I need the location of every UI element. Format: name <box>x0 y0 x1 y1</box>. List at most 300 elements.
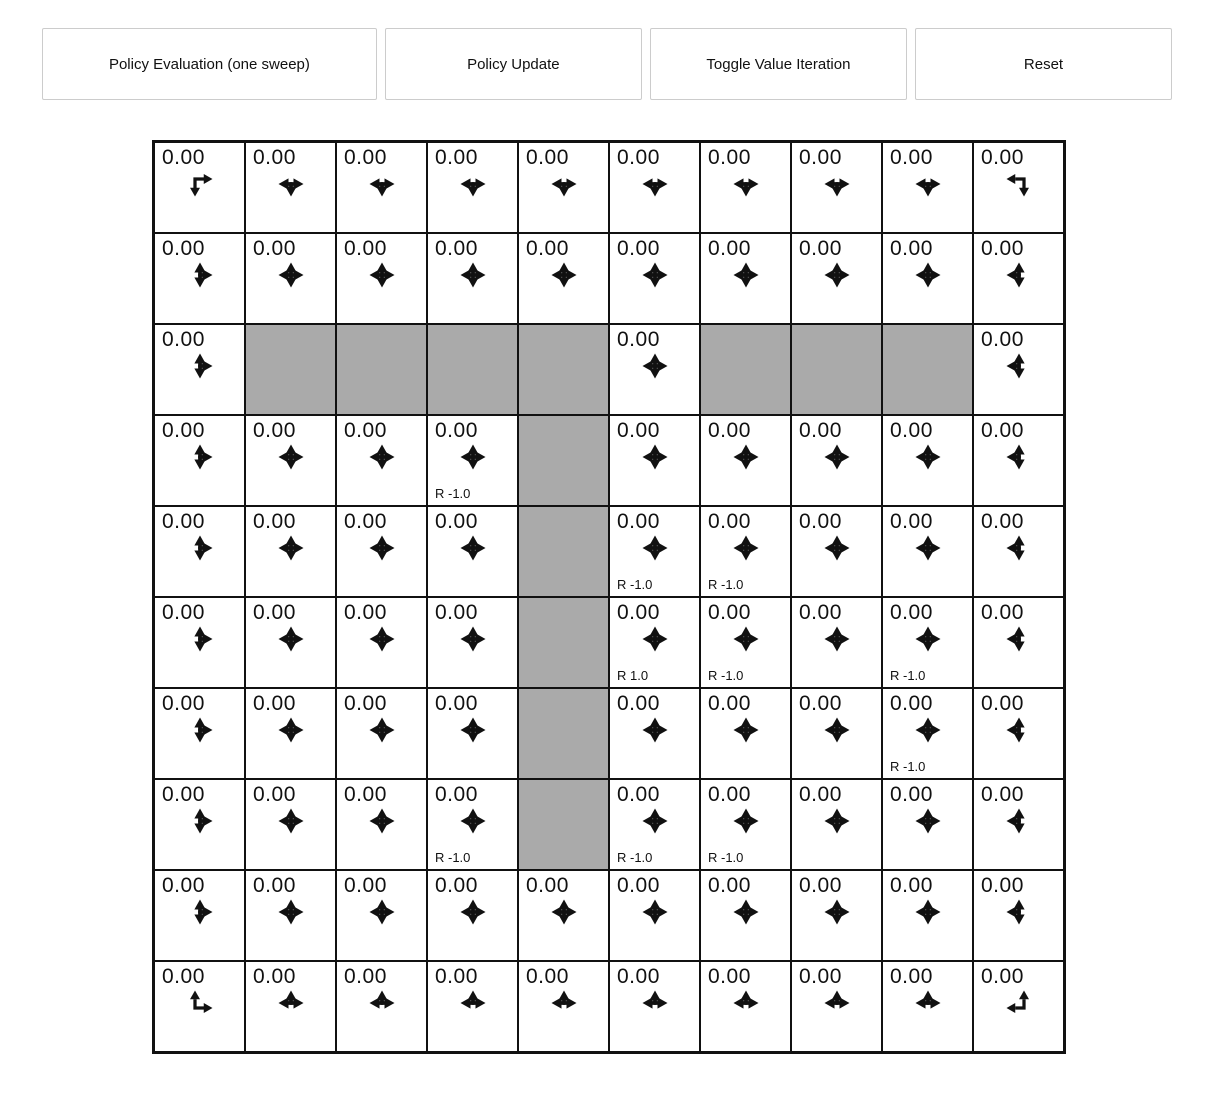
grid-cell <box>882 961 973 1052</box>
state-value: 0.00 <box>435 510 478 533</box>
state-value: 0.00 <box>981 146 1024 169</box>
policy-up-down-right-icon <box>185 715 215 745</box>
state-value: 0.00 <box>617 237 660 260</box>
state-value: 0.00 <box>435 965 478 988</box>
policy-glyph <box>701 533 790 563</box>
policy-glyph <box>792 806 881 836</box>
policy-glyph <box>792 169 881 199</box>
state-value: 0.00 <box>344 692 387 715</box>
grid-cell <box>427 415 518 506</box>
state-value: 0.00 <box>617 965 660 988</box>
state-value: 0.00 <box>435 874 478 897</box>
state-value: 0.00 <box>253 783 296 806</box>
grid-cell <box>609 142 700 233</box>
policy-glyph <box>428 715 517 745</box>
policy-glyph <box>246 715 335 745</box>
state-value: 0.00 <box>162 146 205 169</box>
grid-cell <box>700 688 791 779</box>
policy-all-directions-icon <box>367 260 397 290</box>
grid-cell <box>882 870 973 961</box>
wall-cell <box>427 324 518 415</box>
policy-left-right-down-icon <box>640 169 670 199</box>
grid-cell <box>791 415 882 506</box>
wall-cell <box>336 324 427 415</box>
grid-cell <box>154 597 245 688</box>
policy-up-down-left-icon <box>1004 897 1034 927</box>
grid-cell <box>427 779 518 870</box>
policy-all-directions-icon <box>822 260 852 290</box>
policy-glyph <box>155 806 244 836</box>
policy-left-down-icon <box>1004 169 1034 199</box>
policy-up-down-right-icon <box>185 806 215 836</box>
wall-cell <box>791 324 882 415</box>
state-value: 0.00 <box>344 146 387 169</box>
policy-glyph <box>974 169 1063 199</box>
state-value: 0.00 <box>981 510 1024 533</box>
policy-glyph <box>974 260 1063 290</box>
policy-all-directions-icon <box>367 715 397 745</box>
state-value: 0.00 <box>253 692 296 715</box>
policy-all-directions-icon <box>640 351 670 381</box>
grid-cell <box>700 415 791 506</box>
grid-cell <box>245 597 336 688</box>
policy-up-down-left-icon <box>1004 442 1034 472</box>
policy-glyph <box>883 260 972 290</box>
policy-up-left-right-icon <box>458 988 488 1018</box>
policy-update-button[interactable]: Policy Update <box>385 28 642 100</box>
policy-all-directions-icon <box>367 897 397 927</box>
policy-glyph <box>701 442 790 472</box>
policy-glyph <box>337 533 426 563</box>
policy-all-directions-icon <box>913 715 943 745</box>
policy-glyph <box>428 442 517 472</box>
grid-cell <box>882 688 973 779</box>
reset-button[interactable]: Reset <box>915 28 1172 100</box>
policy-left-right-down-icon <box>276 169 306 199</box>
grid-cell <box>518 233 609 324</box>
policy-glyph <box>246 260 335 290</box>
grid-cell <box>245 142 336 233</box>
grid-cell <box>154 688 245 779</box>
policy-up-down-left-icon <box>1004 806 1034 836</box>
policy-up-down-left-icon <box>1004 715 1034 745</box>
policy-glyph <box>155 897 244 927</box>
policy-left-right-down-icon <box>822 169 852 199</box>
policy-glyph <box>974 351 1063 381</box>
state-value: 0.00 <box>708 510 751 533</box>
policy-up-down-right-icon <box>185 897 215 927</box>
policy-up-down-left-icon <box>1004 260 1034 290</box>
state-value: 0.00 <box>162 601 205 624</box>
policy-left-right-down-icon <box>367 169 397 199</box>
reward-label: R -1.0 <box>708 577 744 592</box>
policy-left-right-down-icon <box>549 169 579 199</box>
policy-all-directions-icon <box>640 897 670 927</box>
grid-cell <box>700 779 791 870</box>
state-value: 0.00 <box>162 328 205 351</box>
grid-cell <box>791 961 882 1052</box>
policy-glyph <box>701 169 790 199</box>
state-value: 0.00 <box>890 510 933 533</box>
state-value: 0.00 <box>708 601 751 624</box>
policy-all-directions-icon <box>458 715 488 745</box>
policy-all-directions-icon <box>731 624 761 654</box>
grid-cell <box>882 415 973 506</box>
policy-glyph <box>883 806 972 836</box>
toggle-value-iteration-button[interactable]: Toggle Value Iteration <box>650 28 907 100</box>
policy-all-directions-icon <box>367 442 397 472</box>
state-value: 0.00 <box>890 419 933 442</box>
state-value: 0.00 <box>890 965 933 988</box>
policy-glyph <box>155 351 244 381</box>
state-value: 0.00 <box>799 874 842 897</box>
policy-all-directions-icon <box>458 897 488 927</box>
grid-cell <box>609 415 700 506</box>
grid-cell <box>518 870 609 961</box>
state-value: 0.00 <box>526 874 569 897</box>
state-value: 0.00 <box>162 783 205 806</box>
grid-cell <box>427 688 518 779</box>
state-value: 0.00 <box>162 510 205 533</box>
grid-cell <box>882 506 973 597</box>
grid-cell <box>427 142 518 233</box>
grid-cell <box>882 597 973 688</box>
grid-cell <box>609 961 700 1052</box>
state-value: 0.00 <box>617 328 660 351</box>
state-value: 0.00 <box>708 146 751 169</box>
policy-left-right-down-icon <box>913 169 943 199</box>
policy-up-down-right-icon <box>185 351 215 381</box>
state-value: 0.00 <box>162 419 205 442</box>
reward-label: R -1.0 <box>617 850 653 865</box>
wall-cell <box>518 324 609 415</box>
policy-all-directions-icon <box>640 806 670 836</box>
state-value: 0.00 <box>981 783 1024 806</box>
policy-all-directions-icon <box>276 624 306 654</box>
grid-cell <box>791 597 882 688</box>
policy-glyph <box>337 897 426 927</box>
policy-glyph <box>337 624 426 654</box>
grid-cell <box>609 324 700 415</box>
policy-glyph <box>337 988 426 1018</box>
state-value: 0.00 <box>981 419 1024 442</box>
state-value: 0.00 <box>799 965 842 988</box>
policy-all-directions-icon <box>913 533 943 563</box>
policy-glyph <box>519 988 608 1018</box>
policy-all-directions-icon <box>276 715 306 745</box>
reward-label: R -1.0 <box>617 577 653 592</box>
state-value: 0.00 <box>890 783 933 806</box>
policy-all-directions-icon <box>458 624 488 654</box>
policy-all-directions-icon <box>822 442 852 472</box>
policy-all-directions-icon <box>822 806 852 836</box>
policy-glyph <box>610 351 699 381</box>
policy-up-down-right-icon <box>185 533 215 563</box>
grid-cell <box>791 779 882 870</box>
grid-cell <box>973 597 1064 688</box>
grid-cell <box>700 506 791 597</box>
policy-all-directions-icon <box>458 806 488 836</box>
policy-glyph <box>246 806 335 836</box>
policy-all-directions-icon <box>276 897 306 927</box>
state-value: 0.00 <box>435 783 478 806</box>
policy-glyph <box>519 897 608 927</box>
grid-cell <box>154 779 245 870</box>
policy-glyph <box>337 260 426 290</box>
policy-glyph <box>428 806 517 836</box>
state-value: 0.00 <box>799 692 842 715</box>
grid-cell <box>882 233 973 324</box>
grid-cell <box>609 779 700 870</box>
reward-label: R 1.0 <box>617 668 649 683</box>
policy-glyph <box>974 624 1063 654</box>
grid-cell <box>700 142 791 233</box>
reward-label: R -1.0 <box>890 668 926 683</box>
policy-up-down-left-icon <box>1004 624 1034 654</box>
policy-glyph <box>883 715 972 745</box>
policy-glyph <box>883 442 972 472</box>
grid-cell <box>973 961 1064 1052</box>
grid-cell <box>791 506 882 597</box>
grid-cell <box>154 870 245 961</box>
policy-glyph <box>792 260 881 290</box>
grid-cell <box>882 779 973 870</box>
state-value: 0.00 <box>435 146 478 169</box>
state-value: 0.00 <box>344 510 387 533</box>
policy-glyph <box>337 806 426 836</box>
policy-all-directions-icon <box>822 897 852 927</box>
policy-all-directions-icon <box>731 442 761 472</box>
policy-glyph <box>246 897 335 927</box>
state-value: 0.00 <box>799 237 842 260</box>
state-value: 0.00 <box>162 692 205 715</box>
policy-all-directions-icon <box>913 897 943 927</box>
state-value: 0.00 <box>981 237 1024 260</box>
policy-glyph <box>337 715 426 745</box>
grid-cell <box>973 233 1064 324</box>
policy-glyph <box>428 260 517 290</box>
grid-cell <box>973 779 1064 870</box>
policy-all-directions-icon <box>367 624 397 654</box>
policy-glyph <box>337 169 426 199</box>
grid-cell <box>518 961 609 1052</box>
policy-left-right-down-icon <box>458 169 488 199</box>
state-value: 0.00 <box>799 146 842 169</box>
grid-cell <box>973 870 1064 961</box>
grid-cell <box>973 415 1064 506</box>
policy-glyph <box>883 897 972 927</box>
policy-glyph <box>155 533 244 563</box>
grid-cell <box>700 961 791 1052</box>
state-value: 0.00 <box>162 874 205 897</box>
wall-cell <box>518 506 609 597</box>
state-value: 0.00 <box>617 146 660 169</box>
policy-all-directions-icon <box>367 806 397 836</box>
grid-cell <box>245 415 336 506</box>
policy-up-left-right-icon <box>276 988 306 1018</box>
grid-cell <box>154 142 245 233</box>
grid-cell <box>336 597 427 688</box>
policy-glyph <box>519 260 608 290</box>
state-value: 0.00 <box>344 965 387 988</box>
policy-glyph <box>974 806 1063 836</box>
state-value: 0.00 <box>253 510 296 533</box>
grid-cell <box>973 688 1064 779</box>
grid-cell <box>336 233 427 324</box>
policy-glyph <box>155 988 244 1018</box>
policy-all-directions-icon <box>276 442 306 472</box>
state-value: 0.00 <box>526 146 569 169</box>
policy-up-left-right-icon <box>367 988 397 1018</box>
policy-all-directions-icon <box>822 715 852 745</box>
policy-up-right-icon <box>185 988 215 1018</box>
state-value: 0.00 <box>617 601 660 624</box>
grid-cell <box>336 688 427 779</box>
state-value: 0.00 <box>526 237 569 260</box>
state-value: 0.00 <box>435 237 478 260</box>
policy-glyph <box>792 533 881 563</box>
reward-label: R -1.0 <box>708 668 744 683</box>
grid-cell <box>245 688 336 779</box>
grid-cell <box>245 870 336 961</box>
reward-label: R -1.0 <box>435 486 471 501</box>
grid-cell <box>427 597 518 688</box>
grid-cell <box>336 506 427 597</box>
grid-cell <box>518 142 609 233</box>
grid-cell <box>609 688 700 779</box>
policy-all-directions-icon <box>549 260 579 290</box>
state-value: 0.00 <box>344 783 387 806</box>
policy-glyph <box>519 169 608 199</box>
policy-glyph <box>246 169 335 199</box>
grid-cell <box>245 506 336 597</box>
policy-all-directions-icon <box>276 806 306 836</box>
policy-all-directions-icon <box>731 260 761 290</box>
policy-glyph <box>155 169 244 199</box>
grid-cell <box>882 142 973 233</box>
reward-label: R -1.0 <box>708 850 744 865</box>
policy-evaluation-button[interactable]: Policy Evaluation (one sweep) <box>42 28 377 100</box>
policy-glyph <box>610 715 699 745</box>
grid-cell <box>791 142 882 233</box>
grid-cell <box>336 779 427 870</box>
grid-cell <box>791 688 882 779</box>
policy-up-down-right-icon <box>185 624 215 654</box>
grid-cell <box>791 233 882 324</box>
grid-cell <box>609 870 700 961</box>
grid-cell <box>427 870 518 961</box>
wall-cell <box>518 597 609 688</box>
policy-all-directions-icon <box>367 533 397 563</box>
state-value: 0.00 <box>617 874 660 897</box>
grid-cell <box>154 415 245 506</box>
state-value: 0.00 <box>799 510 842 533</box>
state-value: 0.00 <box>799 783 842 806</box>
policy-all-directions-icon <box>913 442 943 472</box>
grid-cell <box>700 233 791 324</box>
state-value: 0.00 <box>344 601 387 624</box>
policy-glyph <box>883 533 972 563</box>
policy-glyph <box>610 897 699 927</box>
policy-all-directions-icon <box>822 533 852 563</box>
state-value: 0.00 <box>344 874 387 897</box>
policy-glyph <box>155 715 244 745</box>
state-value: 0.00 <box>162 965 205 988</box>
reward-label: R -1.0 <box>435 850 471 865</box>
policy-all-directions-icon <box>640 533 670 563</box>
grid-cell <box>245 233 336 324</box>
state-value: 0.00 <box>253 874 296 897</box>
gridworld-board <box>152 140 1066 1054</box>
policy-glyph <box>883 988 972 1018</box>
policy-glyph <box>610 624 699 654</box>
policy-glyph <box>610 806 699 836</box>
state-value: 0.00 <box>617 419 660 442</box>
policy-glyph <box>428 897 517 927</box>
grid-cell <box>609 506 700 597</box>
policy-all-directions-icon <box>822 624 852 654</box>
policy-up-left-right-icon <box>913 988 943 1018</box>
wall-cell <box>882 324 973 415</box>
grid-cell <box>245 961 336 1052</box>
state-value: 0.00 <box>981 328 1024 351</box>
grid-cell <box>336 415 427 506</box>
state-value: 0.00 <box>708 237 751 260</box>
policy-up-left-right-icon <box>731 988 761 1018</box>
policy-glyph <box>974 442 1063 472</box>
state-value: 0.00 <box>708 692 751 715</box>
policy-glyph <box>974 988 1063 1018</box>
grid-cell <box>973 324 1064 415</box>
state-value: 0.00 <box>253 146 296 169</box>
policy-glyph <box>701 806 790 836</box>
policy-glyph <box>701 715 790 745</box>
policy-up-down-right-icon <box>185 260 215 290</box>
policy-all-directions-icon <box>276 533 306 563</box>
policy-glyph <box>428 624 517 654</box>
policy-up-down-right-icon <box>185 442 215 472</box>
state-value: 0.00 <box>617 783 660 806</box>
state-value: 0.00 <box>981 965 1024 988</box>
policy-glyph <box>974 533 1063 563</box>
policy-glyph <box>337 442 426 472</box>
grid-cell <box>154 961 245 1052</box>
state-value: 0.00 <box>344 419 387 442</box>
policy-glyph <box>792 715 881 745</box>
state-value: 0.00 <box>435 419 478 442</box>
grid-cell <box>609 233 700 324</box>
policy-all-directions-icon <box>731 897 761 927</box>
policy-glyph <box>610 260 699 290</box>
wall-cell <box>518 415 609 506</box>
policy-left-right-down-icon <box>731 169 761 199</box>
state-value: 0.00 <box>981 692 1024 715</box>
state-value: 0.00 <box>890 237 933 260</box>
policy-all-directions-icon <box>458 533 488 563</box>
policy-all-directions-icon <box>276 260 306 290</box>
policy-up-left-right-icon <box>822 988 852 1018</box>
policy-all-directions-icon <box>640 260 670 290</box>
policy-glyph <box>701 988 790 1018</box>
policy-all-directions-icon <box>458 442 488 472</box>
state-value: 0.00 <box>526 965 569 988</box>
policy-glyph <box>428 169 517 199</box>
state-value: 0.00 <box>253 419 296 442</box>
policy-glyph <box>610 442 699 472</box>
policy-all-directions-icon <box>640 715 670 745</box>
policy-glyph <box>792 442 881 472</box>
reward-label: R -1.0 <box>890 759 926 774</box>
